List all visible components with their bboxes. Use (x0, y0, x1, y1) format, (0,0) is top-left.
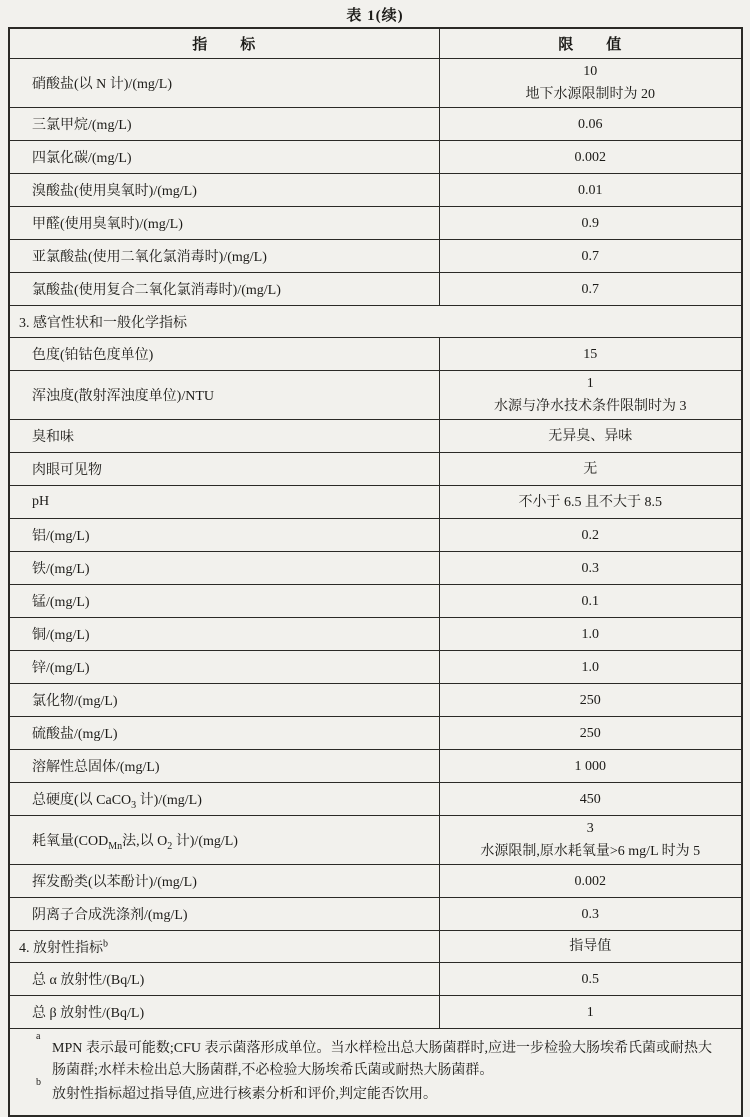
indicator-label: 铁/(mg/L) (32, 562, 90, 577)
limit-note: 水源与净水技术条件限制时为 3 (494, 399, 687, 414)
limit-cell (439, 338, 742, 371)
table-row (9, 453, 742, 486)
indicator-cell (9, 783, 439, 816)
indicator-cell (9, 898, 439, 931)
indicator-label: pH (32, 494, 50, 509)
indicator-cell (9, 750, 439, 783)
limit-cell (439, 108, 742, 141)
limit-cell (439, 651, 742, 684)
limit-value: 0.3 (581, 906, 599, 922)
indicator-label: 阴离子合成洗涤剂/(mg/L) (32, 908, 188, 923)
indicator-cell (9, 651, 439, 684)
limit-value: 0.002 (574, 873, 606, 889)
indicator-cell (9, 865, 439, 898)
table-row (9, 816, 742, 865)
limit-cell (439, 207, 742, 240)
indicator-cell (9, 453, 439, 486)
limit-value: 1 (586, 1004, 594, 1020)
footnote-b-text: 放射性指标超过指导值,应进行核素分析和评价,判定能否饮用。 (52, 1087, 437, 1102)
indicator-label: 总 β 放射性/(Bq/L) (32, 1006, 145, 1021)
indicator-label: 计)/(mg/L) (172, 834, 238, 849)
indicator-subscript: Mn (108, 840, 123, 852)
indicator-cell (9, 273, 439, 306)
limit-cell (439, 865, 742, 898)
indicator-subscript: 3 (131, 799, 137, 811)
section-title: 3. 感官性状和一般化学指标 (19, 315, 187, 331)
footnote-a-text: MPN 表示最可能数;CFU 表示菌落形成单位。当水样检出总大肠菌群时,应进一步检验大肠埃希氏菌或耐热大肠菌群;水样未检出总大肠菌群,不必检验大肠埃希氏菌或耐热大肠菌群。 (52, 1041, 712, 1078)
limit-cell (439, 371, 742, 420)
limit-value: 0.7 (581, 248, 599, 264)
limit-value: 无 (583, 461, 598, 477)
indicator-label: 溴酸盐(使用臭氧时)/(mg/L) (32, 184, 197, 199)
indicator-label: 氯酸盐(使用复合二氧化氯消毒时)/(mg/L) (32, 283, 281, 298)
indicator-label: 锌/(mg/L) (32, 661, 90, 676)
limit-value: 250 (579, 725, 601, 741)
indicator-cell (9, 486, 439, 519)
indicator-label: 硝酸盐(以 N 计)/(mg/L) (32, 77, 172, 92)
limit-value: 0.2 (581, 527, 599, 543)
limit-note: 水源限制,原水耗氧量>6 mg/L 时为 5 (480, 844, 701, 859)
limit-value: 0.7 (581, 281, 599, 297)
table-row (9, 519, 742, 552)
limit-value: 无异臭、异味 (548, 428, 633, 444)
limit-note: 地下水源限制时为 20 (525, 87, 655, 102)
table-title: 表 1(续) (346, 8, 404, 24)
table-row (9, 585, 742, 618)
limit-cell (439, 453, 742, 486)
indicator-cell (9, 174, 439, 207)
table-row (9, 865, 742, 898)
footnote-a: a MPN 表示最可能数;CFU 表示菌落形成单位。当水样检出总大肠菌群时,应进一步检验大肠埃希氏菌或耐热大肠菌群;水样未检出总大肠菌群,不必检验大肠埃希氏菌或耐热大肠菌群。 (36, 1031, 712, 1078)
limit-cell (439, 519, 742, 552)
limit-value: 10 (583, 64, 598, 79)
indicator-subscript: 2 (167, 840, 173, 852)
limit-value: 0.01 (578, 182, 603, 198)
indicator-cell (9, 141, 439, 174)
indicator-label: 色度(铂钴色度单位) (32, 348, 154, 363)
table-row (9, 240, 742, 273)
limit-value: 0.06 (578, 116, 603, 132)
indicator-label: 四氯化碳/(mg/L) (32, 151, 132, 166)
table-row (9, 420, 742, 453)
indicator-cell (9, 585, 439, 618)
indicator-label: 三氯甲烷/(mg/L) (32, 118, 132, 133)
limit-value: 0.5 (581, 971, 599, 987)
indicator-label: 计)/(mg/L) (136, 793, 202, 808)
limit-cell (439, 717, 742, 750)
indicator-label: 锰/(mg/L) (32, 595, 90, 610)
limit-value: 250 (579, 692, 601, 708)
limit-cell (439, 963, 742, 996)
footnote-ref-b: b (103, 937, 108, 949)
indicator-cell (9, 519, 439, 552)
section-title: 4. 放射性指标 (19, 940, 103, 956)
table-row (9, 338, 742, 371)
indicator-column-header: 指 标 (9, 28, 439, 59)
limit-value: 1 000 (574, 758, 606, 774)
limit-cell (439, 931, 742, 963)
limit-cell (439, 59, 742, 108)
limit-cell (439, 783, 742, 816)
footnote-b: b 放射性指标超过指导值,应进行核素分析和评价,判定能否饮用。 (36, 1077, 437, 1102)
indicator-cell (9, 371, 439, 420)
limit-cell (439, 750, 742, 783)
limit-cell (439, 684, 742, 717)
indicator-cell (9, 420, 439, 453)
footnotes-section (9, 1029, 742, 1117)
limit-cell (439, 141, 742, 174)
table-row (9, 651, 742, 684)
table-row (9, 207, 742, 240)
table-body (9, 59, 742, 1029)
table-row (9, 174, 742, 207)
indicator-cell (9, 108, 439, 141)
limit-value: 0.9 (581, 215, 599, 231)
table-row (9, 273, 742, 306)
table-row (9, 108, 742, 141)
limit-value: 1.0 (581, 626, 599, 642)
limit-cell (439, 996, 742, 1029)
indicator-cell (9, 816, 439, 865)
limit-cell (439, 816, 742, 865)
limit-cell (439, 585, 742, 618)
limit-cell (439, 420, 742, 453)
indicator-label: 氯化物/(mg/L) (32, 694, 118, 709)
table-row (9, 59, 742, 108)
indicator-label: 总硬度(以 CaCO (32, 793, 132, 808)
table-row (9, 684, 742, 717)
indicator-cell (9, 552, 439, 585)
section-title-cell (9, 306, 742, 338)
table-row (9, 141, 742, 174)
table-row (9, 552, 742, 585)
table-row (9, 996, 742, 1029)
indicator-cell (9, 717, 439, 750)
indicator-label: 铝/(mg/L) (32, 529, 90, 544)
limit-value: 1.0 (581, 659, 599, 675)
indicator-label: 溶解性总固体/(mg/L) (32, 760, 160, 775)
limit-value: 0.3 (581, 560, 599, 576)
table-row (9, 963, 742, 996)
section-row (9, 306, 742, 338)
table-row (9, 898, 742, 931)
limit-cell (439, 618, 742, 651)
table-row (9, 371, 742, 420)
limit-cell (439, 486, 742, 519)
header-row (9, 28, 742, 59)
limit-value: 0.1 (581, 593, 599, 609)
table-row (9, 750, 742, 783)
table-row (9, 717, 742, 750)
limit-value: 450 (579, 791, 601, 807)
indicator-cell (9, 59, 439, 108)
limit-cell (439, 273, 742, 306)
standard-limits-table (8, 27, 743, 1117)
indicator-cell (9, 338, 439, 371)
section-row (9, 931, 742, 963)
indicator-label: 亚氯酸盐(使用二氧化氯消毒时)/(mg/L) (32, 250, 267, 265)
limit-cell (439, 240, 742, 273)
limit-cell (439, 174, 742, 207)
indicator-cell (9, 240, 439, 273)
limit-value: 3 (586, 821, 594, 836)
indicator-cell (9, 931, 439, 963)
limit-cell (439, 552, 742, 585)
limit-value: 15 (583, 346, 598, 362)
indicator-label: 法,以 O (122, 834, 168, 849)
indicator-label: 浑浊度(散射浑浊度单位)/NTU (32, 389, 214, 404)
limit-column-header: 限 值 (439, 28, 742, 59)
table-row (9, 486, 742, 519)
indicator-cell (9, 684, 439, 717)
limit-value: 不小于 6.5 且不大于 8.5 (518, 494, 662, 510)
indicator-label: 总 α 放射性/(Bq/L) (32, 973, 145, 988)
indicator-cell (9, 963, 439, 996)
indicator-label: 硫酸盐/(mg/L) (32, 727, 118, 742)
footnote-row (9, 1029, 742, 1117)
limit-value: 指导值 (569, 939, 612, 954)
table-row (9, 618, 742, 651)
indicator-cell (9, 618, 439, 651)
limit-cell (439, 898, 742, 931)
indicator-cell (9, 207, 439, 240)
indicator-label: 耗氧量(COD (32, 834, 109, 849)
indicator-cell (9, 996, 439, 1029)
indicator-label: 臭和味 (32, 430, 74, 445)
indicator-label: 肉眼可见物 (32, 463, 102, 478)
indicator-label: 挥发酚类(以苯酚计)/(mg/L) (32, 875, 197, 890)
limit-value: 0.002 (574, 149, 606, 165)
table-row (9, 783, 742, 816)
indicator-label: 甲醛(使用臭氧时)/(mg/L) (32, 217, 183, 232)
indicator-label: 铜/(mg/L) (32, 628, 90, 643)
limit-value: 1 (586, 376, 594, 391)
